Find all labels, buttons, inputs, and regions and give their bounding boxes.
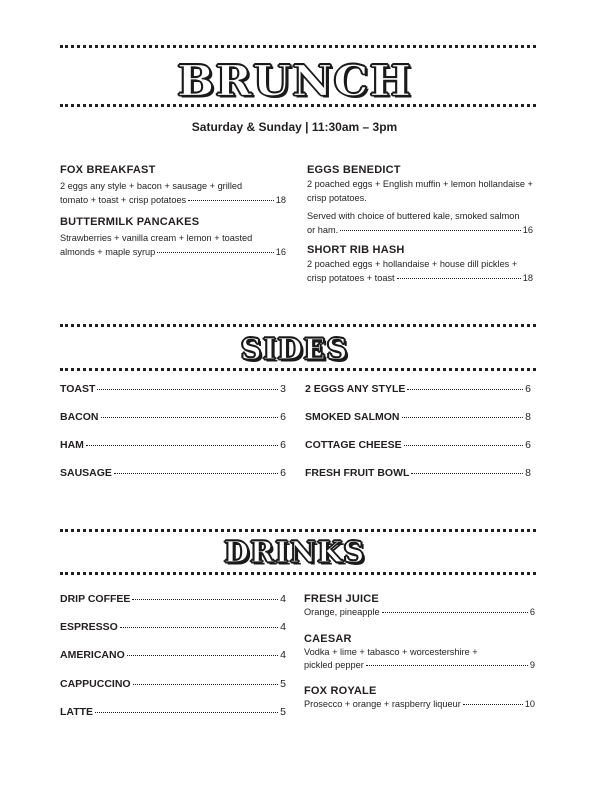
- dot-leader: [382, 612, 528, 613]
- drink-name: CAPPUCCINO: [60, 678, 131, 690]
- drink-item-americano: [60, 648, 286, 662]
- side-item-smoked-salmon: [305, 410, 531, 424]
- dot-leader: [114, 473, 278, 474]
- side-name: COTTAGE CHEESE: [305, 439, 402, 451]
- brunch-heading: BRUNCH: [177, 57, 412, 106]
- item-price-line: [60, 194, 286, 208]
- dot-leader: [397, 278, 521, 279]
- sides-divider: [60, 368, 536, 371]
- dot-leader: [411, 473, 523, 474]
- item-name: EGGS BENEDICT: [307, 164, 401, 176]
- item-price-line: [60, 246, 286, 260]
- drink-item-caesar: [304, 632, 535, 672]
- drink-item-fox-royale: [304, 684, 535, 711]
- sides-top-divider: [60, 324, 536, 327]
- dot-leader: [101, 417, 279, 418]
- drink-item-latte: [60, 705, 286, 719]
- drink-price: 5: [280, 678, 286, 690]
- drink-item-cappuccino: [60, 677, 286, 691]
- side-price: 3: [280, 383, 286, 395]
- drink-name: LATTE: [60, 706, 94, 718]
- item-note: Served with choice of buttered kale, smoked salmon: [307, 211, 520, 221]
- drink-price: 10: [524, 699, 535, 709]
- item-description-end: almonds + maple syrup: [60, 246, 156, 257]
- dot-leader: [188, 200, 274, 201]
- brunch-hours: Saturday & Sunday | 11:30am – 3pm: [191, 120, 398, 134]
- drinks-divider: [60, 572, 536, 575]
- drink-name: ESPRESSO: [60, 621, 118, 633]
- item-price-line: [307, 224, 533, 238]
- dot-leader: [95, 712, 278, 713]
- dot-leader: [340, 230, 521, 231]
- item-name: SHORT RIB HASH: [307, 244, 405, 256]
- drink-price-line: [304, 698, 535, 711]
- side-name: BACON: [60, 411, 99, 423]
- side-item-toast: [60, 382, 286, 396]
- item-name: BUTTERMILK PANCAKES: [60, 216, 200, 228]
- item-note-end: or ham.: [307, 224, 339, 235]
- drink-price-line: [304, 606, 535, 619]
- side-name: TOAST: [60, 383, 96, 395]
- side-price: 6: [280, 411, 286, 423]
- item-price: 16: [522, 224, 533, 235]
- drink-description: Vodka + lime + tabasco + worcestershire +: [304, 647, 478, 657]
- dot-leader: [404, 445, 524, 446]
- menu-item-short-rib-hash: [307, 243, 533, 285]
- side-price: 8: [525, 467, 531, 479]
- dot-leader: [157, 252, 274, 253]
- side-item-2-eggs-any-style: [305, 382, 531, 396]
- drink-name: FRESH JUICE: [304, 593, 379, 605]
- item-description: 2 eggs any style + bacon + sausage + grilled: [60, 181, 243, 191]
- dot-leader: [97, 389, 278, 390]
- dot-leader: [407, 389, 523, 390]
- side-price: 6: [525, 439, 531, 451]
- top-divider: [60, 45, 536, 48]
- side-name: SMOKED SALMON: [305, 411, 400, 423]
- item-description-end: tomato + toast + crisp potatoes: [60, 194, 187, 205]
- side-item-sausage: [60, 466, 286, 480]
- side-name: 2 EGGS ANY STYLE: [305, 383, 406, 395]
- drink-price: 4: [280, 593, 286, 605]
- drink-price: 5: [280, 706, 286, 718]
- side-item-cottage-cheese: [305, 438, 531, 452]
- drink-price: 9: [529, 660, 535, 670]
- brunch-divider: [60, 104, 536, 107]
- drink-description-end: pickled pepper: [304, 660, 364, 670]
- menu-item-eggs-benedict: [307, 163, 533, 237]
- side-name: SAUSAGE: [60, 467, 112, 479]
- drink-price: 4: [280, 649, 286, 661]
- dot-leader: [120, 627, 278, 628]
- dot-leader: [86, 445, 278, 446]
- side-price: 6: [280, 467, 286, 479]
- menu-item-fox-breakfast: [60, 163, 286, 207]
- item-price-line: [307, 272, 533, 286]
- drink-item-drip-coffee: [60, 592, 286, 606]
- side-price: 6: [280, 439, 286, 451]
- drink-name: FOX ROYALE: [304, 685, 377, 697]
- drink-price-line: [304, 659, 535, 672]
- drink-item-fresh-juice: [304, 592, 535, 619]
- drink-item-espresso: [60, 620, 286, 634]
- dot-leader: [132, 599, 278, 600]
- drinks-heading: DRINKS: [223, 535, 366, 569]
- drink-description: Orange, pineapple: [304, 607, 380, 617]
- sides-heading: SIDES: [240, 332, 349, 366]
- item-description: 2 poached eggs + hollandaise + house dill pickles +: [307, 259, 518, 269]
- item-price: 16: [275, 246, 286, 257]
- side-item-fresh-fruit-bowl: [305, 466, 531, 480]
- drink-price: 4: [280, 621, 286, 633]
- side-name: FRESH FRUIT BOWL: [305, 467, 410, 479]
- item-description: Strawberries + vanilla cream + lemon + toasted: [60, 233, 253, 243]
- dot-leader: [127, 655, 278, 656]
- item-price: 18: [522, 272, 533, 283]
- drink-name: CAESAR: [304, 633, 352, 645]
- dot-leader: [463, 704, 523, 705]
- drinks-top-divider: [60, 529, 536, 532]
- drink-price: 6: [529, 607, 535, 617]
- side-price: 6: [525, 383, 531, 395]
- side-price: 8: [525, 411, 531, 423]
- drink-name: AMERICANO: [60, 649, 125, 661]
- dot-leader: [402, 417, 524, 418]
- item-description-end: crisp potatoes + toast: [307, 272, 395, 283]
- side-item-ham: [60, 438, 286, 452]
- drink-description: Prosecco + orange + raspberry liqueur: [304, 699, 461, 709]
- menu-item-buttermilk-pancakes: [60, 215, 286, 259]
- item-price: 18: [275, 194, 286, 205]
- item-name: FOX BREAKFAST: [60, 164, 156, 176]
- side-name: HAM: [60, 439, 84, 451]
- item-description: 2 poached eggs + English muffin + lemon hollandaise + crisp potatoes.: [307, 179, 533, 203]
- drink-name: DRIP COFFEE: [60, 593, 131, 605]
- side-item-bacon: [60, 410, 286, 424]
- dot-leader: [366, 665, 528, 666]
- dot-leader: [133, 684, 279, 685]
